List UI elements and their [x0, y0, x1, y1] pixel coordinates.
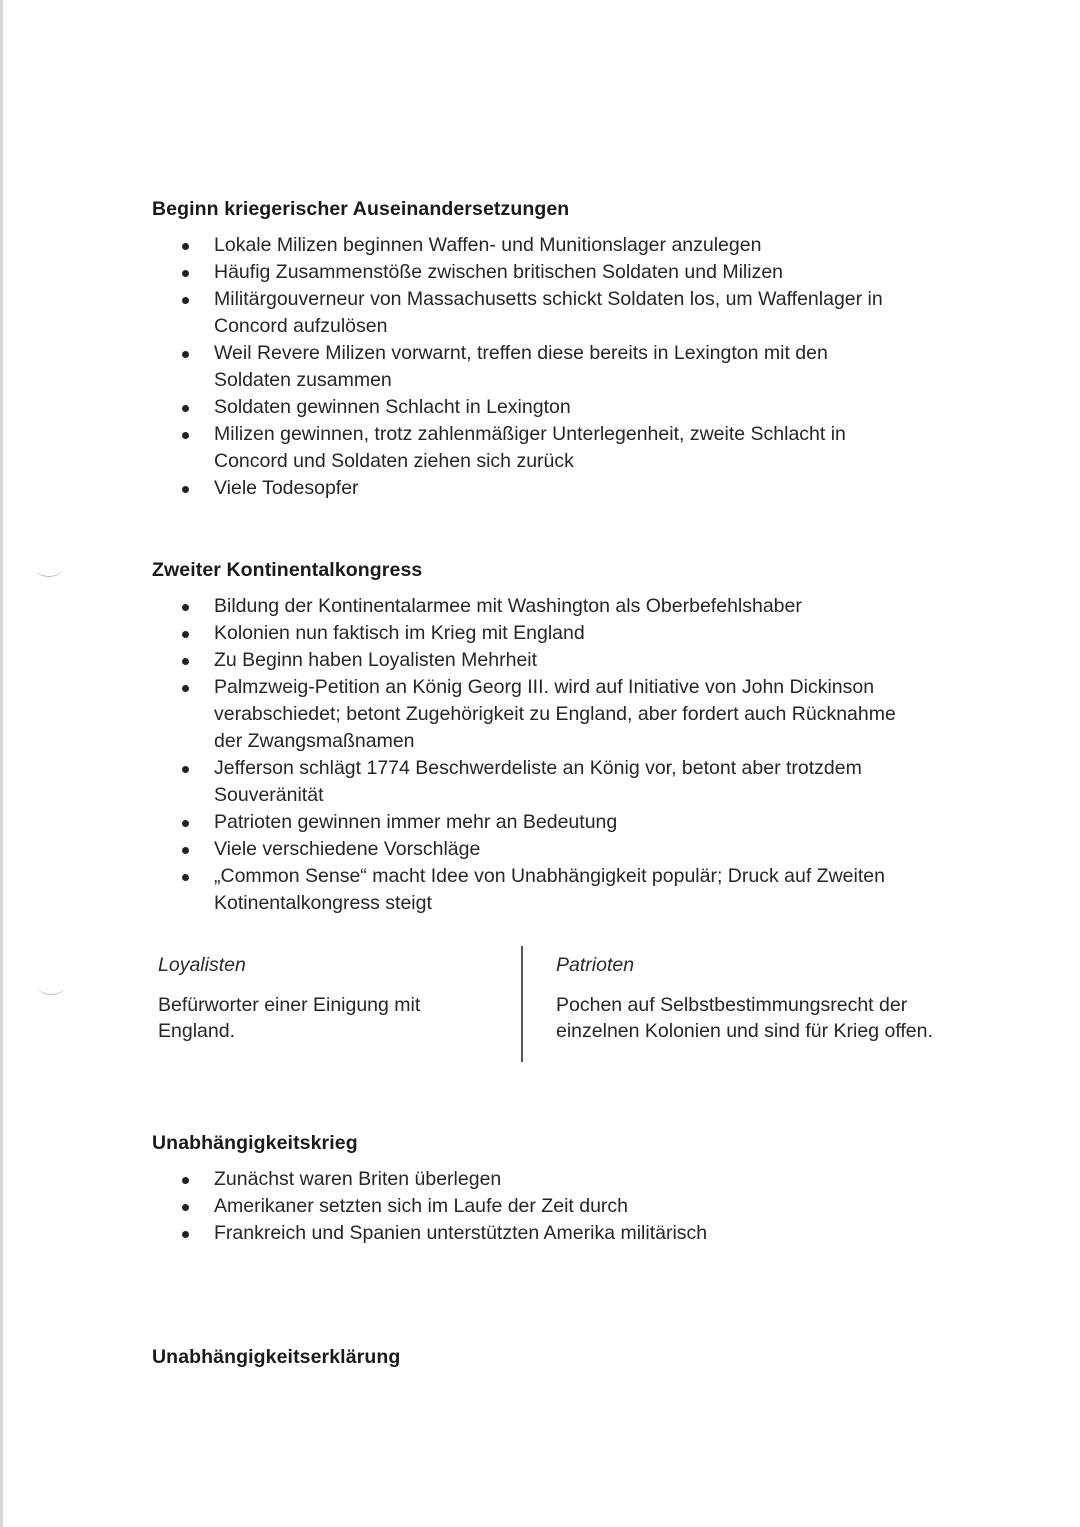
- list-item: Lokale Milizen beginnen Waffen- und Munitionslager anzulegen: [152, 232, 932, 259]
- list-item: Militärgouverneur von Massachusetts schickt Soldaten los, um Waffenlager in Concord aufzulösen: [152, 286, 932, 340]
- list-item: Bildung der Kontinentalarmee mit Washington als Oberbefehlshaber: [152, 593, 932, 620]
- section-unabhaengigkeitserklaerung: [152, 1344, 952, 1370]
- section-heading: Zweiter Kontinentalkongress: [152, 559, 423, 581]
- loyalists-description: Befürworter einer Einigung mit England.: [158, 994, 421, 1042]
- bullet-list: [152, 232, 932, 502]
- loyalists-vs-patriots-comparison: [158, 946, 978, 1062]
- section-heading: Beginn kriegerischer Auseinandersetzungen: [152, 198, 570, 220]
- list-item: Viele Todesopfer: [152, 475, 932, 502]
- section-heading: Unabhängigkeitskrieg: [152, 1132, 358, 1154]
- list-item: Amerikaner setzten sich im Laufe der Zeit durch: [152, 1193, 932, 1220]
- list-item: Frankreich und Spanien unterstützten Amerika militärisch: [152, 1220, 932, 1247]
- patriots-description: Pochen auf Selbstbestimmungsrecht der einzelnen Kolonien und sind für Krieg offen.: [556, 994, 933, 1042]
- list-item: Milizen gewinnen, trotz zahlenmäßiger Unterlegenheit, zweite Schlacht in Concord und Soldaten ziehen sich zurück: [152, 421, 932, 475]
- bullet-list: [152, 593, 932, 917]
- section-zweiter-kontinentalkongress: [152, 557, 952, 917]
- punch-hole-mark: [38, 980, 64, 995]
- patriots-title: Patrioten: [556, 954, 635, 976]
- list-item: Weil Revere Milizen vorwarnt, treffen diese bereits in Lexington mit den Soldaten zusammen: [152, 340, 932, 394]
- column-divider: [521, 946, 523, 1062]
- list-item: Palmzweig-Petition an König Georg III. wird auf Initiative von John Dickinson verabschiedet; betont Zugehörigkeit zu England, aber fordert auch Rücknahme der Zwangsmaßnamen: [152, 674, 932, 755]
- list-item: Soldaten gewinnen Schlacht in Lexington: [152, 394, 932, 421]
- list-item: Zunächst waren Briten überlegen: [152, 1166, 932, 1193]
- bullet-list: [152, 1166, 932, 1247]
- loyalists-column: [158, 946, 538, 1044]
- list-item: „Common Sense“ macht Idee von Unabhängigkeit populär; Druck auf Zweiten Kotinentalkongress steigt: [152, 863, 932, 917]
- patriots-column: [556, 946, 976, 1044]
- list-item: Jefferson schlägt 1774 Beschwerdeliste an König vor, betont aber trotzdem Souveränität: [152, 755, 932, 809]
- section-unabhaengigkeitskrieg: [152, 1130, 952, 1247]
- list-item: Kolonien nun faktisch im Krieg mit England: [152, 620, 932, 647]
- punch-hole-mark: [36, 562, 62, 577]
- list-item: Viele verschiedene Vorschläge: [152, 836, 932, 863]
- list-item: Zu Beginn haben Loyalisten Mehrheit: [152, 647, 932, 674]
- list-item: Patrioten gewinnen immer mehr an Bedeutung: [152, 809, 932, 836]
- loyalists-title: Loyalisten: [158, 954, 246, 976]
- list-item: Häufig Zusammenstöße zwischen britischen Soldaten und Milizen: [152, 259, 932, 286]
- page-edge: [0, 0, 3, 1527]
- section-heading: Unabhängigkeitserklärung: [152, 1346, 401, 1368]
- section-beginn-kriegerischer-auseinandersetzungen: [152, 196, 952, 502]
